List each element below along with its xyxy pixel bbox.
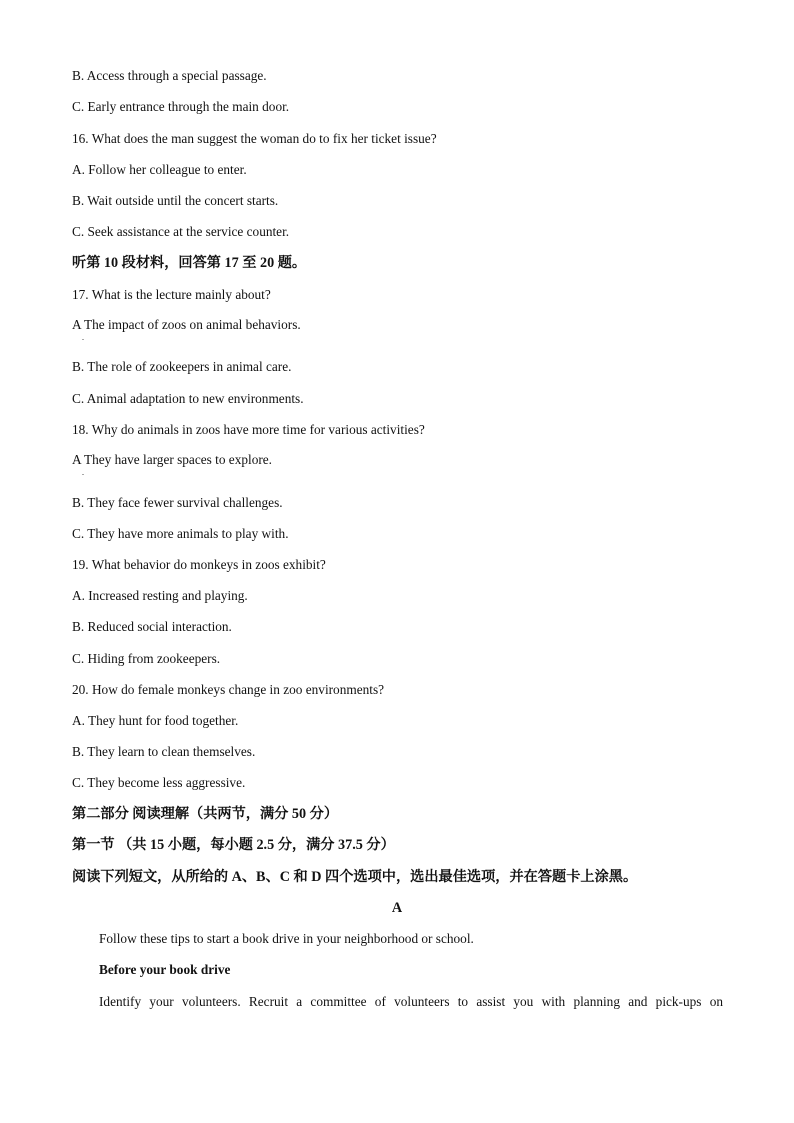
question-20: 20. How do female monkeys change in zoo environments? bbox=[72, 682, 385, 697]
passage-paragraph-text: Identify your volunteers. Recruit a committee of volunteers to assist you with planning and pick-ups on bbox=[99, 994, 723, 1009]
section-10-heading: 听第 10 段材料，回答第 17 至 20 题。 bbox=[72, 255, 307, 271]
question-19: 19. What behavior do monkeys in zoos exhibit? bbox=[72, 557, 326, 572]
option-18c: C. They have more animals to play with. bbox=[72, 526, 289, 541]
option-20c: C. They become less aggressive. bbox=[72, 775, 246, 790]
passage-paragraph bbox=[99, 993, 723, 1011]
option-17a: A The impact of zoos on animal behaviors. bbox=[72, 317, 301, 332]
option-16b: B. Wait outside until the concert starts. bbox=[72, 193, 279, 208]
part-2-heading: 第二部分 阅读理解（共两节，满分 50 分） bbox=[72, 806, 339, 822]
option-15b: B. Access through a special passage. bbox=[72, 68, 267, 83]
stray-dot: . bbox=[82, 468, 84, 477]
passage-letter: A bbox=[391, 900, 403, 916]
option-20a: A. They hunt for food together. bbox=[72, 713, 239, 728]
option-16c: C. Seek assistance at the service counter. bbox=[72, 224, 290, 239]
option-20b: B. They learn to clean themselves. bbox=[72, 744, 256, 759]
option-18b: B. They face fewer survival challenges. bbox=[72, 495, 283, 510]
option-15c: C. Early entrance through the main door. bbox=[72, 99, 290, 114]
option-19c: C. Hiding from zookeepers. bbox=[72, 651, 221, 666]
option-18a: A They have larger spaces to explore. bbox=[72, 452, 272, 467]
passage-intro: Follow these tips to start a book drive in your neighborhood or school. bbox=[99, 931, 474, 946]
question-17: 17. What is the lecture mainly about? bbox=[72, 287, 271, 302]
question-18: 18. Why do animals in zoos have more time for various activities? bbox=[72, 422, 425, 437]
passage-subheading: Before your book drive bbox=[99, 962, 231, 977]
option-19b: B. Reduced social interaction. bbox=[72, 619, 232, 634]
option-16a: A. Follow her colleague to enter. bbox=[72, 162, 247, 177]
option-17c: C. Animal adaptation to new environments. bbox=[72, 391, 304, 406]
option-19a: A. Increased resting and playing. bbox=[72, 588, 248, 603]
question-16: 16. What does the man suggest the woman do to fix her ticket issue? bbox=[72, 131, 437, 146]
reading-instructions: 阅读下列短文，从所给的 A、B、C 和 D 四个选项中，选出最佳选项，并在答题卡上涂黑。 bbox=[72, 869, 638, 885]
option-17b: B. The role of zookeepers in animal care. bbox=[72, 359, 292, 374]
stray-dot: . bbox=[82, 333, 84, 342]
section-1-heading: 第一节 （共 15 小题，每小题 2.5 分，满分 37.5 分） bbox=[72, 837, 395, 853]
